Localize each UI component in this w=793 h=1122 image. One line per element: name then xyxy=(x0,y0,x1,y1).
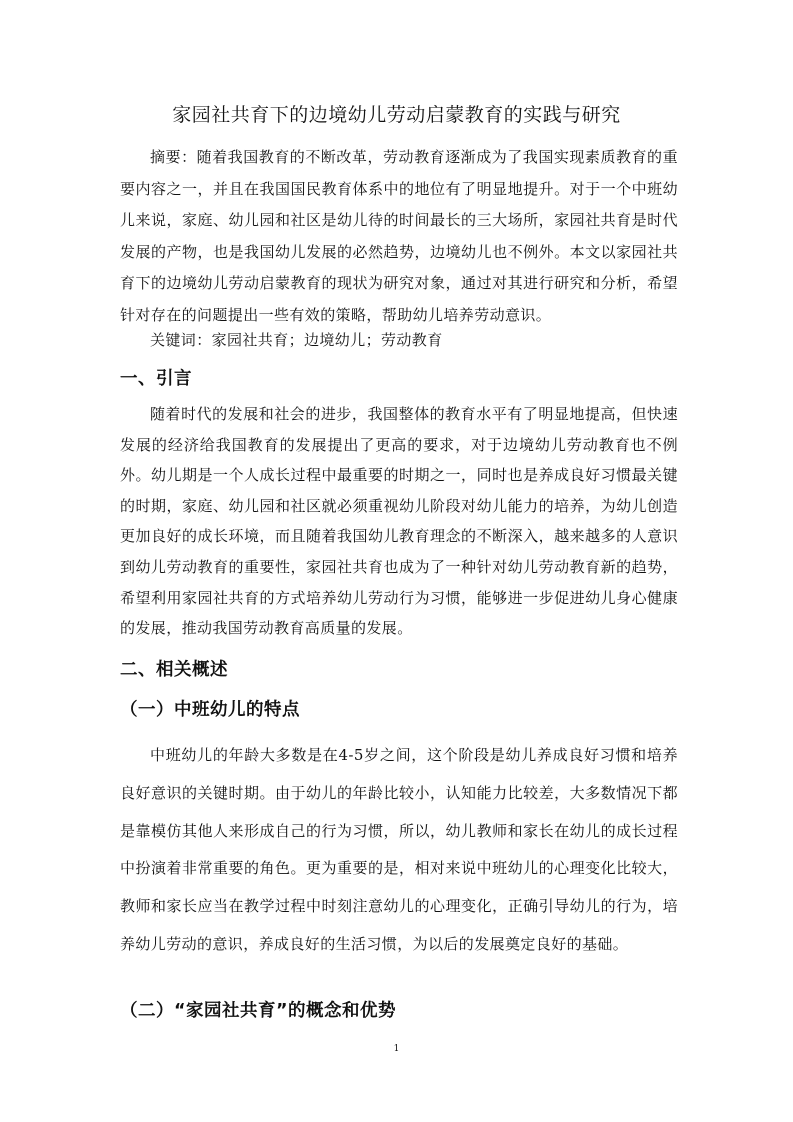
keywords-line: 关键词：家园社共育；边境幼儿；劳动教育 xyxy=(150,331,443,349)
introduction-paragraph: 随着时代的发展和社会的进步，我国整体的教育水平有了明显地提高，但快速发展的经济给我国教育的发展提出了更高的要求，对于边境幼儿劳动教育也不例外。幼儿期是一个人成长过程中最重要的时期之一，同时也是养成良好习惯最关键的时期，家庭、幼儿园和社区就必须重视幼儿阶段对幼儿能力的培养，为幼儿创造更加良好的成长环境，而且随着我国幼儿教育理念的不断深入，越来越多的人意识到幼儿劳动教育的重要性，家园社共育也成为了一种针对幼儿劳动教育新的趋势，希望利用家园社共育的方式培养幼儿劳动行为习惯，能够进一步促进幼儿身心健康的发展，推动我国劳动教育高质量的发展。 xyxy=(120,405,678,638)
page-number: 1 xyxy=(393,1044,400,1054)
document-title: 家园社共育下的边境幼儿劳动启蒙教育的实践与研究 xyxy=(172,104,621,126)
section-heading-introduction: 一、引言 xyxy=(120,369,192,389)
subsection-heading-co-education-concept: （二）“家园社共育”的概念和优势 xyxy=(120,1001,397,1021)
abstract-paragraph: 摘要：随着我国教育的不断改革，劳动教育逐渐成为了我国实现素质教育的重要内容之一，并且在我国国民教育体系中的地位有了明显地提升。对于一个中班幼儿来说，家庭、幼儿园和社区是幼儿待的时间最长的三大场所，家园社共育是时代发展的产物，也是我国幼儿发展的必然趋势，边境幼儿也不例外。本文以家园社共育下的边境幼儿劳动启蒙教育的现状为研究对象，通过对其进行研究和分析，希望针对存在的问题提出一些有效的策略，帮助幼儿培养劳动意识。 xyxy=(120,148,678,324)
section-heading-overview: 二、相关概述 xyxy=(120,660,228,680)
middle-class-characteristics-paragraph: 中班幼儿的年龄大多数是在4-5岁之间，这个阶段是幼儿养成良好习惯和培养良好意识的关键时期。由于幼儿的年龄比较小，认知能力比较差，大多数情况下都是靠模仿其他人来形成自己的行为习惯，所以，幼儿教师和家长在幼儿的成长过程中扮演着非常重要的角色。更为重要的是，相对来说中班幼儿的心理变化比较大，教师和家长应当在教学过程中时刻注意幼儿的心理变化，正确引导幼儿的行为，培养幼儿劳动的意识，养成良好的生活习惯，为以后的发展奠定良好的基础。 xyxy=(120,746,678,953)
subsection-heading-middle-class-characteristics: （一）中班幼儿的特点 xyxy=(120,700,300,720)
